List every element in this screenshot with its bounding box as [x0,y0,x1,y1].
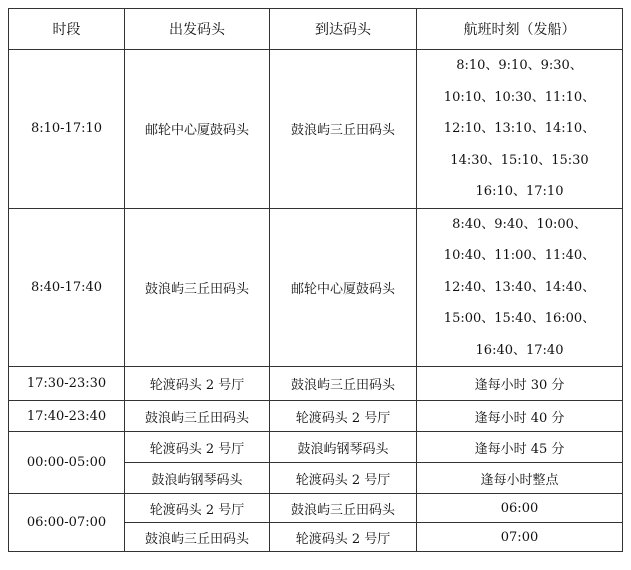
departure-pier-cell: 鼓浪屿钢琴码头 [125,463,270,494]
header-row [9,9,623,50]
period-cell: 00:00-05:00 [9,432,125,494]
sailing-time-line: 8:10、9:10、9:30、 [456,58,583,73]
sailing-times-cell: 逢每小时 40 分 [417,401,623,432]
sailing-time-line: 12:10、13:10、14:10、 [443,121,596,136]
sailing-time-line: 10:10、10:30、11:10、 [443,89,596,105]
sailing-time-line: 16:40、17:40 [475,342,564,358]
period-cell: 17:30-23:30 [9,367,125,401]
arrival-pier-cell: 鼓浪屿三丘田码头 [270,50,417,209]
sailing-times-cell: 逢每小时整点 [417,463,623,494]
sailing-times-cell: 07:00 [417,523,623,552]
sailing-time-line: 14:30、15:10、15:30 [450,152,589,168]
header-arrival-pier: 到达码头 [270,9,417,50]
arrival-pier-cell: 轮渡码头 2 号厅 [270,401,417,432]
period-cell: 8:40-17:40 [9,208,125,367]
departure-pier-cell: 邮轮中心厦鼓码头 [125,50,270,209]
period-cell: 8:10-17:10 [9,50,125,209]
sailing-times-cell: 06:00 [417,494,623,523]
header-departure-pier: 出发码头 [125,9,270,50]
arrival-pier-cell: 鼓浪屿钢琴码头 [270,432,417,463]
arrival-pier-cell: 鼓浪屿三丘田码头 [270,367,417,401]
header-sailing-times: 航班时刻（发船） [417,9,623,50]
departure-pier-cell: 鼓浪屿三丘田码头 [125,208,270,367]
departure-pier-cell: 轮渡码头 2 号厅 [125,367,270,401]
sailing-time-line: 16:10、17:10 [475,184,564,199]
arrival-pier-cell: 鼓浪屿三丘田码头 [270,494,417,523]
departure-pier-cell: 轮渡码头 2 号厅 [125,494,270,523]
arrival-pier-cell: 轮渡码头 2 号厅 [270,463,417,494]
period-cell: 17:40-23:40 [9,401,125,432]
sailing-times-cell: 逢每小时 30 分 [417,367,623,401]
sailing-time-line: 15:00、15:40、16:00、 [443,311,596,326]
arrival-pier-cell: 邮轮中心厦鼓码头 [270,208,417,367]
header-period: 时段 [9,9,125,50]
table-row [9,401,623,432]
table-row [9,432,623,463]
sailing-times-cell [417,208,623,367]
table-row [9,50,623,209]
departure-pier-cell: 鼓浪屿三丘田码头 [125,401,270,432]
sailing-time-line: 8:40、9:40、10:00、 [452,216,587,232]
departure-pier-cell: 鼓浪屿三丘田码头 [125,523,270,552]
sailing-times-cell [417,50,623,209]
period-cell: 06:00-07:00 [9,494,125,552]
arrival-pier-cell: 轮渡码头 2 号厅 [270,523,417,552]
table-row [9,208,623,367]
sailing-times-cell: 逢每小时 45 分 [417,432,623,463]
departure-pier-cell: 轮渡码头 2 号厅 [125,432,270,463]
table-row [9,367,623,401]
sailing-time-line: 10:40、11:00、11:40、 [443,248,596,263]
sailing-time-line: 12:40、13:40、14:40、 [443,279,596,295]
table-row [9,494,623,523]
ferry-schedule-table [8,8,623,552]
